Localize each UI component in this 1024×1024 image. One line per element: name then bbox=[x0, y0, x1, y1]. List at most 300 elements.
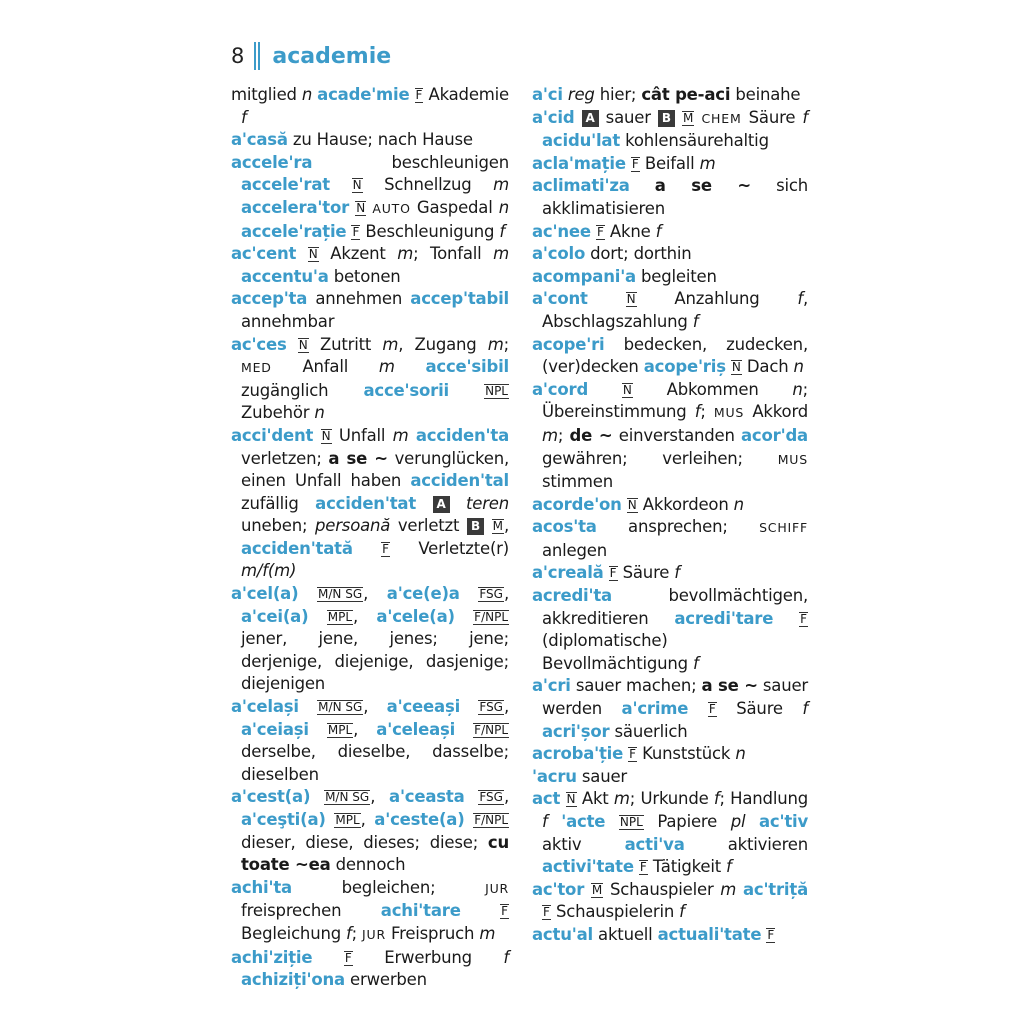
bold-phrase: a se ~ bbox=[701, 676, 758, 696]
entry-text: Beschleunigung bbox=[360, 221, 500, 241]
headword: achi'ta bbox=[231, 877, 292, 897]
entry-text: , bbox=[503, 516, 510, 536]
headword: achiziți'ona bbox=[241, 970, 345, 990]
header-divider bbox=[254, 42, 260, 70]
entry-text: , bbox=[503, 787, 509, 807]
entry-text bbox=[588, 380, 622, 399]
entry-text: , bbox=[360, 810, 375, 829]
entry-text: Zubehör bbox=[241, 403, 315, 423]
headword: a'celeași bbox=[376, 719, 456, 739]
entry-text bbox=[460, 584, 479, 603]
italic-text: f bbox=[802, 699, 808, 719]
entry-text: sauer werden bbox=[542, 676, 808, 719]
grammar-tag: F bbox=[800, 611, 807, 626]
page-number: 8 bbox=[231, 44, 245, 68]
entry-text bbox=[484, 516, 492, 535]
italic-text: m bbox=[397, 244, 414, 264]
headword: a'ci bbox=[532, 85, 563, 104]
grammar-tag: N bbox=[731, 360, 741, 375]
headword: acri'șor bbox=[542, 721, 610, 741]
headword: acla'mație bbox=[532, 153, 626, 173]
entry-text: , bbox=[363, 584, 387, 604]
headword: accentu'a bbox=[241, 266, 329, 286]
entry-text: Tätigkeit bbox=[647, 857, 727, 877]
grammar-tag: M/N SG bbox=[318, 587, 363, 602]
guide-word: academie bbox=[272, 43, 392, 69]
entry-text: Papiere bbox=[643, 812, 731, 831]
entry-text: jener, jene, jenes; jene; derjenige, diejenige, dasjenige; diejenigen bbox=[241, 629, 509, 694]
entry-text: ; bbox=[557, 425, 570, 445]
italic-text: m bbox=[487, 334, 504, 354]
grammar-tag: F bbox=[631, 156, 639, 171]
grammar-tag: MPL bbox=[335, 813, 360, 827]
entry-text bbox=[773, 609, 799, 628]
left-column bbox=[231, 84, 509, 992]
domain-label: AUTO bbox=[372, 200, 411, 216]
grammar-tag: FSG bbox=[479, 790, 503, 805]
entry-text: ; Urkunde bbox=[629, 789, 714, 809]
entry-text bbox=[299, 697, 317, 716]
italic-text: f bbox=[713, 789, 720, 809]
entry-text: begleiten bbox=[635, 266, 717, 286]
grammar-tag: FSG bbox=[479, 587, 503, 602]
entry-text: ; bbox=[503, 334, 510, 354]
bold-phrase: a se ~ bbox=[654, 176, 752, 196]
headword: acade'mie bbox=[317, 85, 410, 104]
grammar-tag: F bbox=[609, 566, 617, 581]
entry-text: Akt bbox=[576, 789, 614, 809]
right-column bbox=[532, 84, 808, 947]
headword: acroba'ție bbox=[532, 744, 624, 764]
headword: ac'tor bbox=[532, 879, 585, 899]
headword: ac'triță bbox=[742, 879, 809, 899]
dictionary-entry bbox=[231, 877, 509, 947]
italic-text: f bbox=[674, 563, 680, 583]
headword: acredi'ta bbox=[532, 586, 612, 606]
entry-text: Akkord bbox=[744, 402, 809, 422]
grammar-tag: F bbox=[767, 927, 775, 942]
entry-text: ; Handlung bbox=[719, 789, 808, 809]
headword: accep'ta bbox=[231, 289, 308, 309]
headword: accele'rat bbox=[241, 175, 330, 195]
entry-text bbox=[465, 787, 479, 806]
italic-text: f bbox=[503, 947, 509, 967]
entry-text: verletzt bbox=[390, 516, 467, 536]
entry-text: mitglied bbox=[231, 85, 302, 104]
entry-text: Verletzte(r) bbox=[390, 538, 510, 558]
entry-text: Akzent bbox=[318, 244, 398, 264]
entry-text: sich akklimatisieren bbox=[542, 176, 808, 218]
italic-text: persoană bbox=[314, 516, 391, 536]
bold-phrase: de ~ bbox=[569, 425, 613, 445]
entry-text: verunglücken, einen Unfall haben bbox=[241, 448, 510, 491]
entry-text bbox=[449, 381, 484, 400]
grammar-tag: F/NPL bbox=[474, 722, 509, 737]
entry-text: hier; bbox=[594, 85, 642, 104]
headword: act bbox=[532, 789, 561, 809]
grammar-tag: F bbox=[382, 541, 390, 556]
entry-text: Abkommen bbox=[632, 379, 793, 399]
entry-text: ; bbox=[351, 923, 363, 943]
italic-text: m bbox=[542, 425, 558, 445]
entry-text: anlegen bbox=[542, 540, 607, 560]
italic-text: n bbox=[733, 494, 744, 514]
dictionary-entry bbox=[231, 696, 509, 786]
entry-text bbox=[312, 948, 343, 967]
headword: a'cele(a) bbox=[376, 606, 455, 626]
headword: acciden'tată bbox=[241, 538, 353, 558]
entry-text bbox=[745, 812, 759, 831]
entry-text bbox=[548, 812, 562, 831]
dictionary-entry bbox=[532, 243, 808, 266]
dictionary-entry bbox=[532, 766, 808, 789]
headword: a'ceasta bbox=[389, 787, 465, 807]
italic-text: f bbox=[692, 653, 699, 673]
dictionary-entry bbox=[532, 562, 808, 585]
headword: 'acru bbox=[532, 766, 577, 786]
dictionary-entry bbox=[532, 879, 808, 924]
headword: acos'ta bbox=[532, 517, 597, 537]
headword: acredi'tare bbox=[674, 608, 774, 628]
italic-text: m bbox=[382, 334, 399, 354]
grammar-tag: N bbox=[298, 337, 308, 352]
entry-text: Akademie bbox=[423, 85, 509, 104]
sense-marker: A bbox=[582, 110, 599, 127]
grammar-tag: M bbox=[683, 110, 694, 125]
grammar-tag: F bbox=[639, 860, 647, 875]
entry-text: Erwerbung bbox=[352, 947, 504, 967]
entry-text bbox=[675, 108, 682, 127]
entry-text: säuerlich bbox=[609, 721, 688, 741]
headword: acorde'on bbox=[532, 494, 622, 514]
grammar-tag: M bbox=[492, 519, 503, 534]
entry-text bbox=[309, 720, 327, 739]
entry-text: , Abschlagszahlung bbox=[542, 289, 808, 331]
grammar-tag: NPL bbox=[485, 383, 508, 398]
headword: acor'da bbox=[741, 425, 808, 445]
entry-text: begleichen; bbox=[292, 877, 486, 897]
entry-text bbox=[605, 812, 619, 831]
entry-text: Dach bbox=[741, 357, 794, 377]
entry-text: Anfall bbox=[271, 357, 379, 377]
entry-text: Säure bbox=[617, 563, 675, 583]
headword: ac'tiv bbox=[758, 812, 809, 831]
sense-marker: B bbox=[467, 518, 484, 535]
grammar-tag: F bbox=[344, 950, 352, 965]
dictionary-entry bbox=[532, 924, 808, 947]
entry-text: , bbox=[370, 787, 390, 807]
entry-text: , bbox=[503, 697, 510, 717]
entry-text bbox=[416, 494, 432, 513]
dictionary-entry bbox=[532, 84, 808, 107]
headword: accele'ra bbox=[231, 152, 313, 172]
italic-text: f bbox=[802, 107, 808, 127]
dictionary-entry bbox=[532, 516, 808, 562]
headword: accep'tabil bbox=[410, 289, 509, 309]
headword: acce'sibil bbox=[425, 357, 509, 377]
entry-text: Schauspieler bbox=[603, 879, 721, 899]
entry-text: Unfall bbox=[331, 425, 393, 445]
domain-label: MED bbox=[241, 360, 272, 376]
dictionary-entry bbox=[532, 334, 808, 379]
italic-text: f bbox=[499, 221, 505, 241]
grammar-tag: N bbox=[352, 178, 362, 193]
entry-text: (diplomatische) Bevollmächtigung bbox=[542, 631, 693, 673]
italic-text: m bbox=[378, 357, 395, 377]
italic-text: f bbox=[692, 311, 699, 331]
dictionary-entry bbox=[231, 288, 509, 333]
italic-text: f bbox=[797, 289, 803, 309]
dictionary-entry bbox=[231, 129, 509, 152]
italic-text: f bbox=[679, 902, 685, 922]
dictionary-entry bbox=[532, 788, 808, 878]
grammar-tag: N bbox=[626, 292, 636, 307]
entry-text bbox=[460, 697, 478, 716]
grammar-tag: N bbox=[627, 497, 637, 512]
headword: a'cel(a) bbox=[231, 584, 299, 604]
entry-text bbox=[326, 810, 335, 829]
entry-text bbox=[310, 787, 324, 806]
entry-text bbox=[688, 699, 708, 718]
headword: a'colo bbox=[532, 244, 586, 264]
dictionary-entry bbox=[532, 585, 808, 675]
italic-text: f bbox=[542, 812, 548, 831]
headword: a'cri bbox=[532, 676, 571, 696]
headword: ac'cent bbox=[231, 244, 297, 264]
dictionary-entry bbox=[231, 425, 509, 583]
italic-text: n bbox=[301, 85, 313, 104]
domain-label: JUR bbox=[362, 926, 386, 942]
entry-text bbox=[461, 901, 500, 920]
italic-text: n bbox=[792, 379, 803, 399]
headword: acidu'lat bbox=[542, 131, 621, 151]
headword: acompani'a bbox=[532, 266, 636, 286]
headword: a'celași bbox=[231, 697, 299, 717]
entry-text bbox=[694, 108, 701, 127]
entry-text: Säure bbox=[716, 699, 803, 719]
entry-text bbox=[296, 244, 308, 263]
entry-text: erwerben bbox=[345, 970, 427, 990]
headword: achi'tare bbox=[380, 901, 461, 921]
headword: 'acte bbox=[561, 812, 606, 831]
dictionary-entry bbox=[532, 107, 808, 153]
headword: a'ceiași bbox=[241, 719, 309, 739]
headword: a'creală bbox=[532, 563, 604, 583]
entry-text: ; Übereinstimmung bbox=[542, 379, 808, 422]
entry-text bbox=[574, 108, 581, 127]
grammar-tag: N bbox=[622, 382, 632, 397]
entry-text: derselbe, dieselbe, dasselbe; dieselben bbox=[241, 742, 509, 784]
entry-text: kohlensäurehaltig bbox=[620, 131, 769, 151]
headword: acciden'ta bbox=[415, 425, 510, 445]
entry-text: , bbox=[353, 606, 377, 626]
entry-text: aktivieren bbox=[684, 834, 809, 854]
domain-label: SCHIFF bbox=[759, 520, 808, 536]
headword: a'cei(a) bbox=[241, 606, 309, 626]
entry-text: Akne bbox=[604, 221, 656, 241]
dictionary-entry bbox=[532, 494, 808, 517]
entry-text bbox=[395, 357, 426, 376]
italic-text: m bbox=[493, 244, 509, 264]
italic-text: f bbox=[694, 402, 701, 422]
italic-text: pl bbox=[730, 812, 746, 831]
domain-label: JUR bbox=[485, 880, 509, 896]
entry-text: , bbox=[503, 584, 509, 604]
entry-text: Freispruch bbox=[385, 923, 480, 943]
headword: aclimati'za bbox=[532, 176, 630, 196]
italic-text: f bbox=[726, 857, 732, 877]
entry-text: betonen bbox=[328, 266, 401, 286]
headword: a'cord bbox=[532, 379, 589, 399]
entry-text: zu Hause; nach Hause bbox=[287, 130, 473, 150]
dictionary-entry bbox=[532, 175, 808, 220]
headword: a'ceşti(a) bbox=[241, 810, 326, 829]
entry-text: sauer bbox=[576, 766, 628, 786]
italic-text: m bbox=[720, 879, 737, 899]
entry-text bbox=[409, 426, 416, 445]
headword: accelera'tor bbox=[241, 197, 350, 217]
italic-text: n bbox=[498, 197, 510, 217]
entry-text bbox=[330, 175, 352, 194]
entry-text: sauer bbox=[598, 107, 658, 127]
dictionary-entry bbox=[532, 743, 808, 766]
headword: acti'va bbox=[624, 834, 685, 854]
entry-text: bevollmächtigen, akkreditieren bbox=[542, 586, 808, 628]
entry-text: zugänglich bbox=[241, 380, 364, 400]
grammar-tag: M/N SG bbox=[318, 700, 363, 715]
dictionary-entry bbox=[231, 243, 509, 288]
dictionary-entry bbox=[231, 786, 509, 876]
domain-label: MUS bbox=[713, 405, 745, 421]
italic-text: reg bbox=[567, 85, 595, 104]
entry-text: Gaspedal bbox=[410, 197, 499, 217]
italic-text: n bbox=[735, 744, 746, 764]
grammar-tag: F/NPL bbox=[474, 609, 509, 624]
entry-text: Begleichung bbox=[241, 923, 347, 943]
entry-text: zufällig bbox=[241, 493, 316, 513]
grammar-tag: N bbox=[566, 792, 576, 807]
entry-text: dennoch bbox=[330, 855, 406, 875]
dictionary-entry bbox=[532, 288, 808, 333]
entry-text: sauer machen; bbox=[570, 676, 702, 696]
bold-phrase: cu toate ~ea bbox=[241, 832, 509, 875]
italic-text: m bbox=[613, 789, 630, 809]
dictionary-entry bbox=[231, 152, 509, 243]
entry-text bbox=[308, 607, 326, 626]
entry-text: Beifall bbox=[639, 153, 700, 173]
italic-text: n bbox=[314, 403, 325, 423]
grammar-tag: F bbox=[352, 224, 360, 239]
entry-text: aktiv bbox=[542, 834, 625, 854]
entry-text bbox=[736, 880, 743, 899]
entry-text bbox=[353, 539, 381, 558]
entry-text bbox=[465, 810, 474, 829]
grammar-tag: MPL bbox=[327, 609, 353, 624]
entry-text: Zutritt bbox=[308, 334, 383, 354]
headword: actuali'tate bbox=[657, 924, 762, 944]
entry-text bbox=[455, 720, 473, 739]
italic-text: m bbox=[493, 175, 509, 195]
entry-text: ansprechen; bbox=[596, 517, 760, 537]
bold-phrase: a se ~ bbox=[328, 448, 388, 468]
dictionary-entry bbox=[532, 675, 808, 743]
sense-marker: A bbox=[433, 496, 450, 513]
entry-text: freisprechen bbox=[241, 901, 381, 921]
dictionary-entry bbox=[231, 947, 509, 992]
grammar-tag: MPL bbox=[327, 722, 353, 737]
entry-text: annehmbar bbox=[241, 311, 335, 331]
headword: acciden'tat bbox=[315, 493, 417, 513]
entry-text bbox=[455, 607, 473, 626]
grammar-tag: F bbox=[708, 702, 716, 717]
italic-text: m bbox=[479, 923, 496, 943]
sense-marker: B bbox=[658, 110, 675, 127]
entry-text bbox=[630, 176, 655, 195]
italic-text: f bbox=[241, 107, 247, 127]
entry-text: dieser, diese, dieses; diese; bbox=[241, 832, 488, 852]
headword: acope'ri bbox=[532, 334, 605, 354]
headword: acope'riș bbox=[643, 357, 726, 377]
entry-text: , bbox=[363, 697, 387, 717]
entry-text: annehmen bbox=[307, 289, 411, 309]
grammar-tag: N bbox=[308, 247, 318, 262]
grammar-tag: FSG bbox=[479, 700, 503, 715]
entry-text bbox=[588, 289, 626, 308]
grammar-tag: N bbox=[321, 428, 331, 443]
headword: ac'nee bbox=[532, 221, 591, 241]
grammar-tag: M bbox=[591, 882, 603, 897]
entry-text bbox=[298, 584, 317, 603]
entry-text: gewähren; verleihen; bbox=[542, 448, 778, 468]
headword: acci'dent bbox=[231, 425, 314, 445]
entry-text: einverstanden bbox=[612, 425, 741, 445]
dictionary-entry bbox=[532, 221, 808, 244]
dictionary-entry bbox=[532, 266, 808, 289]
grammar-tag: M/N SG bbox=[325, 790, 370, 805]
italic-text: m bbox=[392, 425, 409, 445]
dictionary-entry bbox=[231, 334, 509, 425]
italic-text: m bbox=[699, 153, 716, 173]
headword: acciden'tal bbox=[410, 471, 509, 491]
headword: a'cest(a) bbox=[231, 787, 311, 807]
headword: a'cont bbox=[532, 289, 588, 309]
grammar-tag: F bbox=[501, 904, 508, 919]
italic-text: f bbox=[655, 221, 662, 241]
bold-phrase: cât pe-aci bbox=[641, 85, 731, 104]
entry-text: Akkordeon bbox=[637, 494, 734, 514]
entry-text: ; bbox=[700, 402, 714, 422]
entry-text: uneben; bbox=[241, 516, 315, 536]
grammar-tag: F bbox=[629, 747, 637, 762]
dictionary-entry bbox=[532, 379, 808, 494]
entry-text: stimmen bbox=[542, 472, 614, 492]
entry-text: aktuell bbox=[593, 924, 658, 944]
entry-text: ; Tonfall bbox=[413, 244, 494, 264]
entry-text bbox=[313, 426, 320, 445]
headword: actu'al bbox=[532, 924, 593, 944]
grammar-tag: F bbox=[415, 88, 423, 102]
headword: a'casă bbox=[231, 130, 288, 150]
headword: ac'ces bbox=[231, 334, 287, 354]
headword: a'cid bbox=[532, 107, 575, 127]
domain-label: MUS bbox=[777, 451, 808, 467]
entry-text: Säure bbox=[741, 107, 803, 127]
headword: accele'rație bbox=[241, 221, 347, 241]
entry-text: Anzahlung bbox=[636, 289, 798, 309]
italic-text: f bbox=[346, 923, 352, 943]
domain-label: CHEM bbox=[701, 110, 742, 126]
dictionary-entry bbox=[231, 583, 509, 696]
